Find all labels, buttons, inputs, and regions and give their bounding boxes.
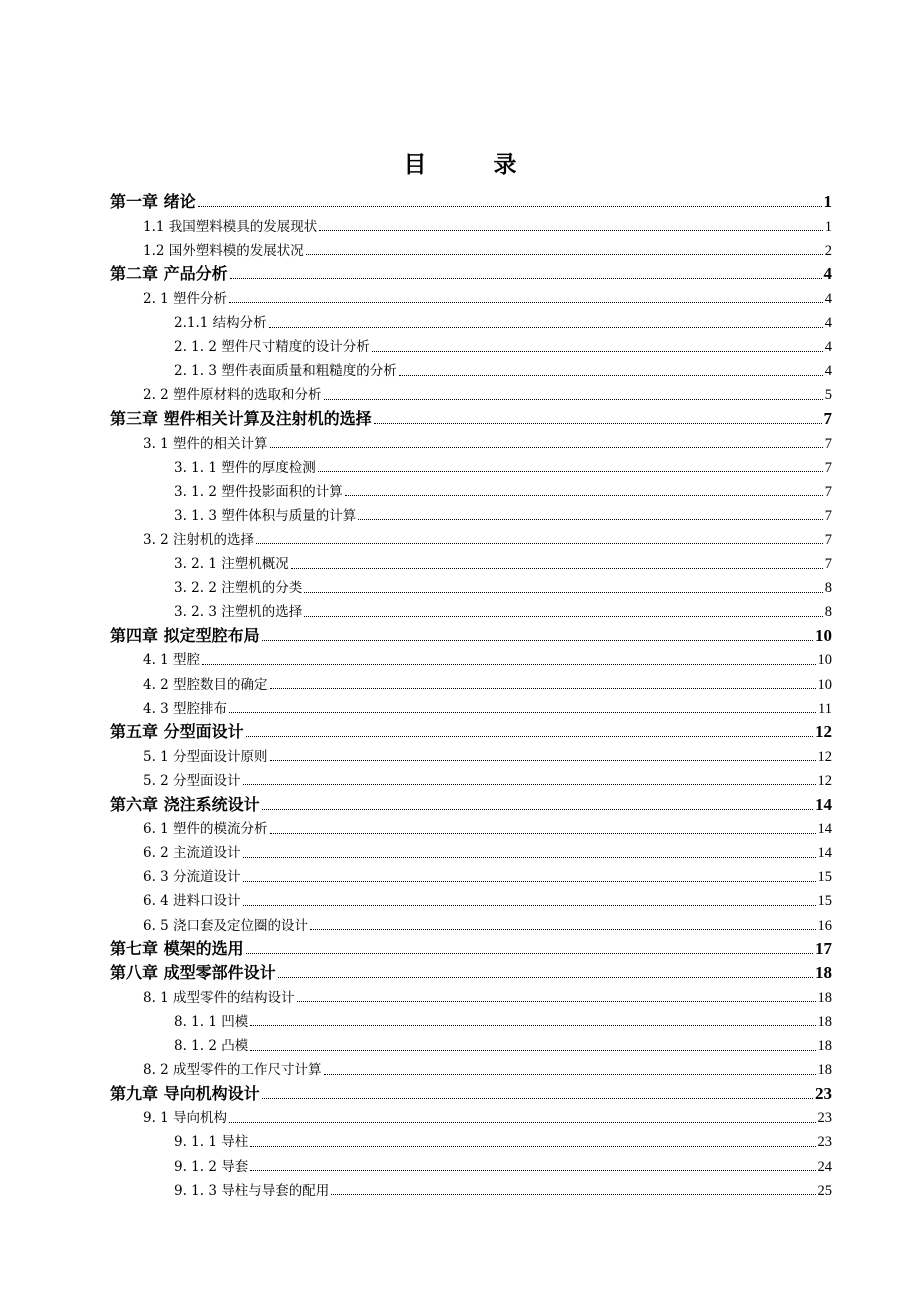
dot-leader xyxy=(304,592,823,593)
toc-page-number: 17 xyxy=(815,939,832,959)
toc-page-number: 16 xyxy=(817,917,832,934)
toc-page-number: 4 xyxy=(823,264,832,284)
toc-section-entry[interactable] xyxy=(143,234,832,258)
dot-leader xyxy=(372,351,823,352)
toc-page-number: 18 xyxy=(817,1062,832,1079)
dot-leader xyxy=(243,905,816,906)
toc-chapter-entry[interactable] xyxy=(110,716,832,740)
dot-leader xyxy=(318,471,823,472)
dot-leader xyxy=(345,495,823,496)
toc-entry-label: 1.1 我国塑料模具的发展现状 xyxy=(143,218,318,235)
dot-leader xyxy=(278,977,813,978)
toc-entry-label: 第二章 产品分析 xyxy=(110,264,228,284)
toc-section-entry[interactable] xyxy=(143,210,832,234)
dot-leader xyxy=(202,664,815,665)
toc-entry-label: 6. 1 塑件的模流分析 xyxy=(143,821,268,838)
toc-entry-label: 4. 1 型腔 xyxy=(143,652,201,669)
toc-entry-label: 3. 1 塑件的相关计算 xyxy=(143,435,268,452)
toc-section-entry[interactable] xyxy=(174,1005,832,1029)
toc-page-number: 7 xyxy=(823,408,832,428)
toc-entry-label: 2. 1. 3 塑件表面质量和粗糙度的分析 xyxy=(174,363,397,380)
dot-leader xyxy=(246,953,813,954)
toc-section-entry[interactable] xyxy=(143,837,832,861)
toc-page-number: 25 xyxy=(817,1182,832,1199)
toc-page-number: 12 xyxy=(817,748,832,765)
toc-page-number: 7 xyxy=(824,459,832,476)
toc-entry-label: 9. 1. 3 导柱与导套的配用 xyxy=(174,1182,330,1199)
toc-section-entry[interactable] xyxy=(143,1102,832,1126)
dot-leader xyxy=(250,1146,815,1147)
dot-leader xyxy=(229,712,816,713)
dot-leader xyxy=(331,1194,815,1195)
toc-page-number: 7 xyxy=(824,507,832,524)
toc-page-number: 11 xyxy=(818,700,832,717)
dot-leader xyxy=(198,206,822,207)
toc-page-number: 8 xyxy=(824,604,832,621)
toc-entry-label: 第七章 模架的选用 xyxy=(110,939,244,959)
dot-leader xyxy=(229,302,823,303)
toc-entry-label: 3. 2 注射机的选择 xyxy=(143,531,255,548)
toc-page-number: 7 xyxy=(824,556,832,572)
toc-title: 目 录 xyxy=(403,151,539,178)
dot-leader xyxy=(243,784,816,785)
toc-page-number: 23 xyxy=(817,1134,832,1151)
toc-section-entry[interactable] xyxy=(143,1054,832,1078)
dot-leader xyxy=(358,519,823,520)
dot-leader xyxy=(230,278,822,279)
dot-leader xyxy=(324,1074,816,1075)
toc-entry-label: 9. 1. 2 导套 xyxy=(174,1158,249,1175)
toc-entry-label: 3. 2. 3 注塑机的选择 xyxy=(174,604,303,621)
toc-entry-label: 2.1.1 结构分析 xyxy=(174,315,267,331)
toc-page-number: 10 xyxy=(817,652,832,669)
toc-entry-label: 3. 2. 1 注塑机概况 xyxy=(174,556,289,572)
toc-entry-label: 第三章 塑件相关计算及注射机的选择 xyxy=(110,408,372,428)
dot-leader xyxy=(243,881,816,882)
toc-page-number: 14 xyxy=(817,845,832,862)
toc-section-entry[interactable] xyxy=(143,379,832,403)
toc-page-number: 23 xyxy=(815,1083,832,1103)
toc-page-number: 12 xyxy=(815,722,832,742)
dot-leader xyxy=(306,254,823,255)
dot-leader xyxy=(270,688,816,689)
toc-section-entry[interactable] xyxy=(174,1174,832,1198)
dot-leader xyxy=(250,1025,815,1026)
toc-chapter-entry[interactable] xyxy=(110,186,832,210)
toc-entry-label: 8. 1. 1 凹模 xyxy=(174,1013,249,1030)
dot-leader xyxy=(319,230,822,231)
toc-entry-label: 3. 2. 2 注塑机的分类 xyxy=(174,580,303,597)
dot-leader xyxy=(324,399,823,400)
toc-section-entry[interactable] xyxy=(143,427,832,451)
toc-page-number: 15 xyxy=(817,869,832,886)
dot-leader xyxy=(262,809,813,810)
toc-section-entry[interactable] xyxy=(174,475,832,499)
toc-entry-label: 第八章 成型零部件设计 xyxy=(110,963,276,983)
toc-entry-label: 6. 2 主流道设计 xyxy=(143,845,241,862)
toc-entry-label: 2. 1 塑件分析 xyxy=(143,290,228,307)
toc-entry-label: 6. 4 进料口设计 xyxy=(143,893,241,910)
dot-leader xyxy=(291,568,823,569)
toc-section-entry[interactable] xyxy=(174,1150,832,1174)
toc-section-entry[interactable] xyxy=(143,861,832,885)
toc-page-number: 4 xyxy=(824,290,832,307)
toc-chapter-entry[interactable] xyxy=(110,403,832,427)
toc-section-entry[interactable] xyxy=(143,523,832,547)
toc-page-number: 18 xyxy=(817,989,832,1006)
toc-page-number: 18 xyxy=(817,1038,832,1054)
toc-section-entry[interactable] xyxy=(174,548,832,572)
dot-leader xyxy=(374,423,822,424)
toc-chapter-entry[interactable] xyxy=(110,620,832,644)
toc-entry-label: 第四章 拟定型腔布局 xyxy=(110,625,260,645)
dot-leader xyxy=(270,447,823,448)
dot-leader xyxy=(262,640,813,641)
toc-section-entry[interactable] xyxy=(174,1030,832,1054)
toc-section-entry[interactable] xyxy=(174,355,832,379)
toc-section-entry[interactable] xyxy=(174,331,832,355)
toc-page-number: 18 xyxy=(815,963,832,983)
toc-entry-label: 第五章 分型面设计 xyxy=(110,722,244,742)
dot-leader xyxy=(229,1122,815,1123)
toc-page-number: 2 xyxy=(824,242,832,259)
toc-section-entry[interactable] xyxy=(174,307,832,331)
toc-chapter-entry[interactable] xyxy=(110,957,832,981)
toc-section-entry[interactable] xyxy=(174,1126,832,1150)
toc-page-number: 1 xyxy=(823,192,832,211)
toc-page-number: 7 xyxy=(824,435,832,452)
toc-entry-label: 2. 1. 2 塑件尺寸精度的设计分析 xyxy=(174,339,370,356)
toc-page-number: 24 xyxy=(817,1158,832,1175)
toc-section-entry[interactable] xyxy=(174,596,832,620)
toc-page-number: 8 xyxy=(824,580,832,597)
toc-entry-label: 2. 2 塑件原材料的选取和分析 xyxy=(143,387,322,404)
toc-section-entry[interactable] xyxy=(143,282,832,306)
toc-section-entry[interactable] xyxy=(143,668,832,692)
toc-entry-label: 8. 2 成型零件的工作尺寸计算 xyxy=(143,1062,322,1079)
toc-page-number: 23 xyxy=(817,1110,832,1127)
dot-leader xyxy=(270,760,816,761)
toc-chapter-entry[interactable] xyxy=(110,933,832,957)
toc-entry-label: 4. 3 型腔排布 xyxy=(143,700,228,717)
dot-leader xyxy=(246,736,813,737)
toc-entry-label: 9. 1 导向机构 xyxy=(143,1110,228,1127)
toc-page-number: 12 xyxy=(817,772,832,789)
dot-leader xyxy=(297,1001,816,1002)
toc-page-number: 10 xyxy=(817,676,832,693)
toc-entry-label: 第九章 导向机构设计 xyxy=(110,1083,260,1103)
toc-entry-label: 8. 1. 2 凸模 xyxy=(174,1038,249,1054)
toc-section-entry[interactable] xyxy=(143,740,832,764)
toc-section-entry[interactable] xyxy=(143,981,832,1005)
toc-page-number: 10 xyxy=(815,625,832,645)
dot-leader xyxy=(270,833,816,834)
toc-section-entry[interactable] xyxy=(143,885,832,909)
dot-leader xyxy=(243,857,816,858)
toc-section-entry[interactable] xyxy=(143,692,832,716)
dot-leader xyxy=(399,375,823,376)
toc-page-number: 14 xyxy=(817,821,832,838)
toc-section-entry[interactable] xyxy=(174,572,832,596)
toc-section-entry[interactable] xyxy=(174,499,832,523)
toc-entry-label: 4. 2 型腔数目的确定 xyxy=(143,676,268,693)
toc-page-number: 4 xyxy=(824,339,832,356)
toc-entry-label: 5. 1 分型面设计原则 xyxy=(143,748,268,765)
toc-page-number: 15 xyxy=(817,893,832,910)
toc-page-number: 14 xyxy=(815,794,832,814)
dot-leader xyxy=(250,1170,815,1171)
toc-entry-label: 8. 1 成型零件的结构设计 xyxy=(143,989,295,1006)
toc-entry-label: 3. 1. 1 塑件的厚度检测 xyxy=(174,459,316,476)
toc-entry-label: 3. 1. 3 塑件体积与质量的计算 xyxy=(174,507,357,524)
toc-entry-label: 第一章 绪论 xyxy=(110,192,196,211)
toc-section-entry[interactable] xyxy=(143,813,832,837)
toc-chapter-entry[interactable] xyxy=(110,1078,832,1102)
toc-entry-label: 9. 1. 1 导柱 xyxy=(174,1134,249,1151)
toc-page-number: 5 xyxy=(824,387,832,404)
toc-page-number: 4 xyxy=(824,315,832,331)
toc-section-entry[interactable] xyxy=(174,451,832,475)
dot-leader xyxy=(256,543,823,544)
toc-chapter-entry[interactable] xyxy=(110,258,832,282)
toc-section-entry[interactable] xyxy=(143,644,832,668)
toc-entry-label: 6. 5 浇口套及定位圈的设计 xyxy=(143,917,309,934)
toc-page-number: 4 xyxy=(824,363,832,380)
toc-entry-label: 第六章 浇注系统设计 xyxy=(110,794,260,814)
toc-chapter-entry[interactable] xyxy=(110,789,832,813)
toc-section-entry[interactable] xyxy=(143,909,832,933)
toc-page-number: 1 xyxy=(824,218,832,235)
toc-page-number: 7 xyxy=(824,483,832,500)
dot-leader xyxy=(269,327,823,328)
dot-leader xyxy=(310,929,815,930)
dot-leader xyxy=(250,1050,815,1051)
toc-page-number: 7 xyxy=(824,531,832,548)
toc-section-entry[interactable] xyxy=(143,764,832,788)
toc-entry-label: 6. 3 分流道设计 xyxy=(143,869,241,886)
toc-entry-label: 1.2 国外塑料模的发展状况 xyxy=(143,242,304,259)
toc-entry-label: 5. 2 分型面设计 xyxy=(143,772,241,789)
toc-entry-label: 3. 1. 2 塑件投影面积的计算 xyxy=(174,483,343,500)
dot-leader xyxy=(262,1098,813,1099)
dot-leader xyxy=(304,616,823,617)
toc-page-number: 18 xyxy=(817,1013,832,1030)
